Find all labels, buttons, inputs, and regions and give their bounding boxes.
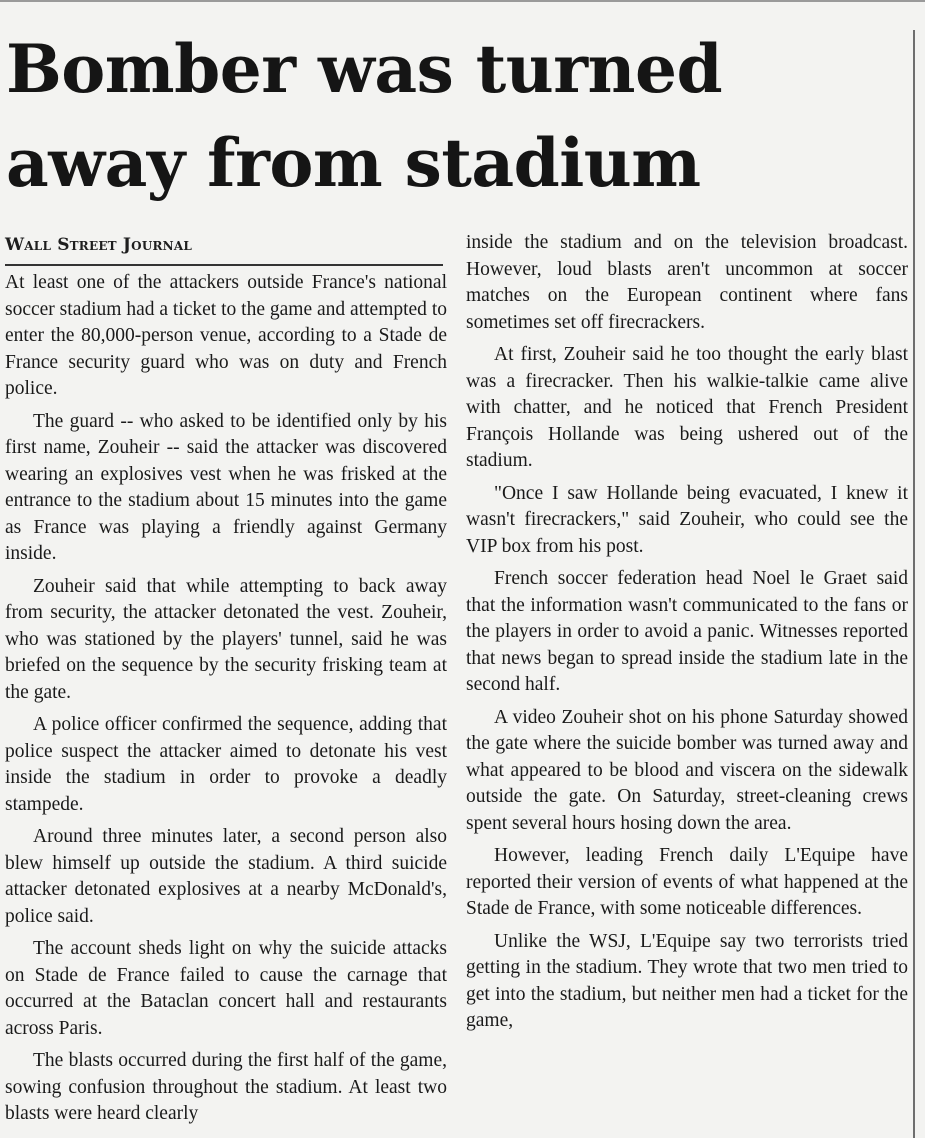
source-byline: Wall Street Journal bbox=[5, 235, 192, 255]
paragraph: A police officer confirmed the sequence, adding that police suspect the attacker aimed to detonate his vest inside the stadium in order to provoke a deadly stampede. bbox=[5, 714, 447, 815]
paragraph: The blasts occurred during the first half of the game, sowing confusion throughout the stadium. At least two blasts were heard clearly bbox=[5, 1050, 447, 1124]
paragraph: However, leading French daily L'Equipe have reported their version of events of what happened at the Stade de France, with some noticeable differences. bbox=[466, 845, 908, 919]
paragraph: The account sheds light on why the suicide attacks on Stade de France failed to cause the carnage that occurred at the Bataclan concert hall and restaurants across Paris. bbox=[5, 938, 447, 1039]
paragraph: A video Zouheir shot on his phone Saturday showed the gate where the suicide bomber was turned away and what appeared to be blood and viscera on the sidewalk outside the gate. On Saturday, street-cleaning crews spent several hours hosing down the area. bbox=[466, 706, 908, 834]
paragraph: At first, Zouheir said he too thought the early blast was a firecracker. Then his walkie-talkie came alive with chatter, and he noticed that French President François Hollande was being ushered out of the stadium. bbox=[466, 344, 908, 471]
paragraph: Unlike the WSJ, L'Equipe say two terrorists tried getting in the stadium. They wrote that two men tried to get into the stadium, but neither men had a ticket for the game, bbox=[466, 930, 908, 1031]
paragraph: Zouheir said that while attempting to back away from security, the attacker detonated the vest. Zouheir, who was stationed by the players' tunnel, said he was briefed on the sequence by the security frisking team at the gate. bbox=[5, 575, 447, 703]
left-column bbox=[5, 230, 447, 1134]
top-border bbox=[0, 0, 925, 2]
byline-rule bbox=[5, 264, 443, 266]
paragraph: "Once I saw Hollande being evacuated, I knew it wasn't firecrackers," said Zouheir, who could see the VIP box from his post. bbox=[466, 482, 908, 557]
paragraph: French soccer federation head Noel le Graet said that the information wasn't communicated to the fans or the players in order to avoid a panic. Witnesses reported that news began to spread inside the stadium late in the second half. bbox=[466, 568, 908, 695]
right-column bbox=[466, 230, 908, 1041]
paragraph: At least one of the attackers outside France's national soccer stadium had a ticket to the game and attempted to enter the 80,000-person venue, according to a Stade de France security guard who was on duty and French police. bbox=[5, 272, 447, 399]
headline: Bomber was turned away from stadium bbox=[6, 30, 723, 202]
paragraph: The guard -- who asked to be identified only by his first name, Zouheir -- said the attacker was discovered wearing an explosives vest when he was frisked at the entrance to the stadium about 15 minutes into the game as France was playing a friendly against Germany inside. bbox=[5, 410, 447, 564]
paragraph: inside the stadium and on the television broadcast. However, loud blasts aren't uncommon at soccer matches on the European continent where fans sometimes set off firecrackers. bbox=[466, 232, 908, 333]
paragraph: Around three minutes later, a second person also blew himself up outside the stadium. A third suicide attacker detonated explosives at a nearby McDonald's, police said. bbox=[5, 826, 447, 927]
column-edge-rule bbox=[913, 30, 915, 1138]
